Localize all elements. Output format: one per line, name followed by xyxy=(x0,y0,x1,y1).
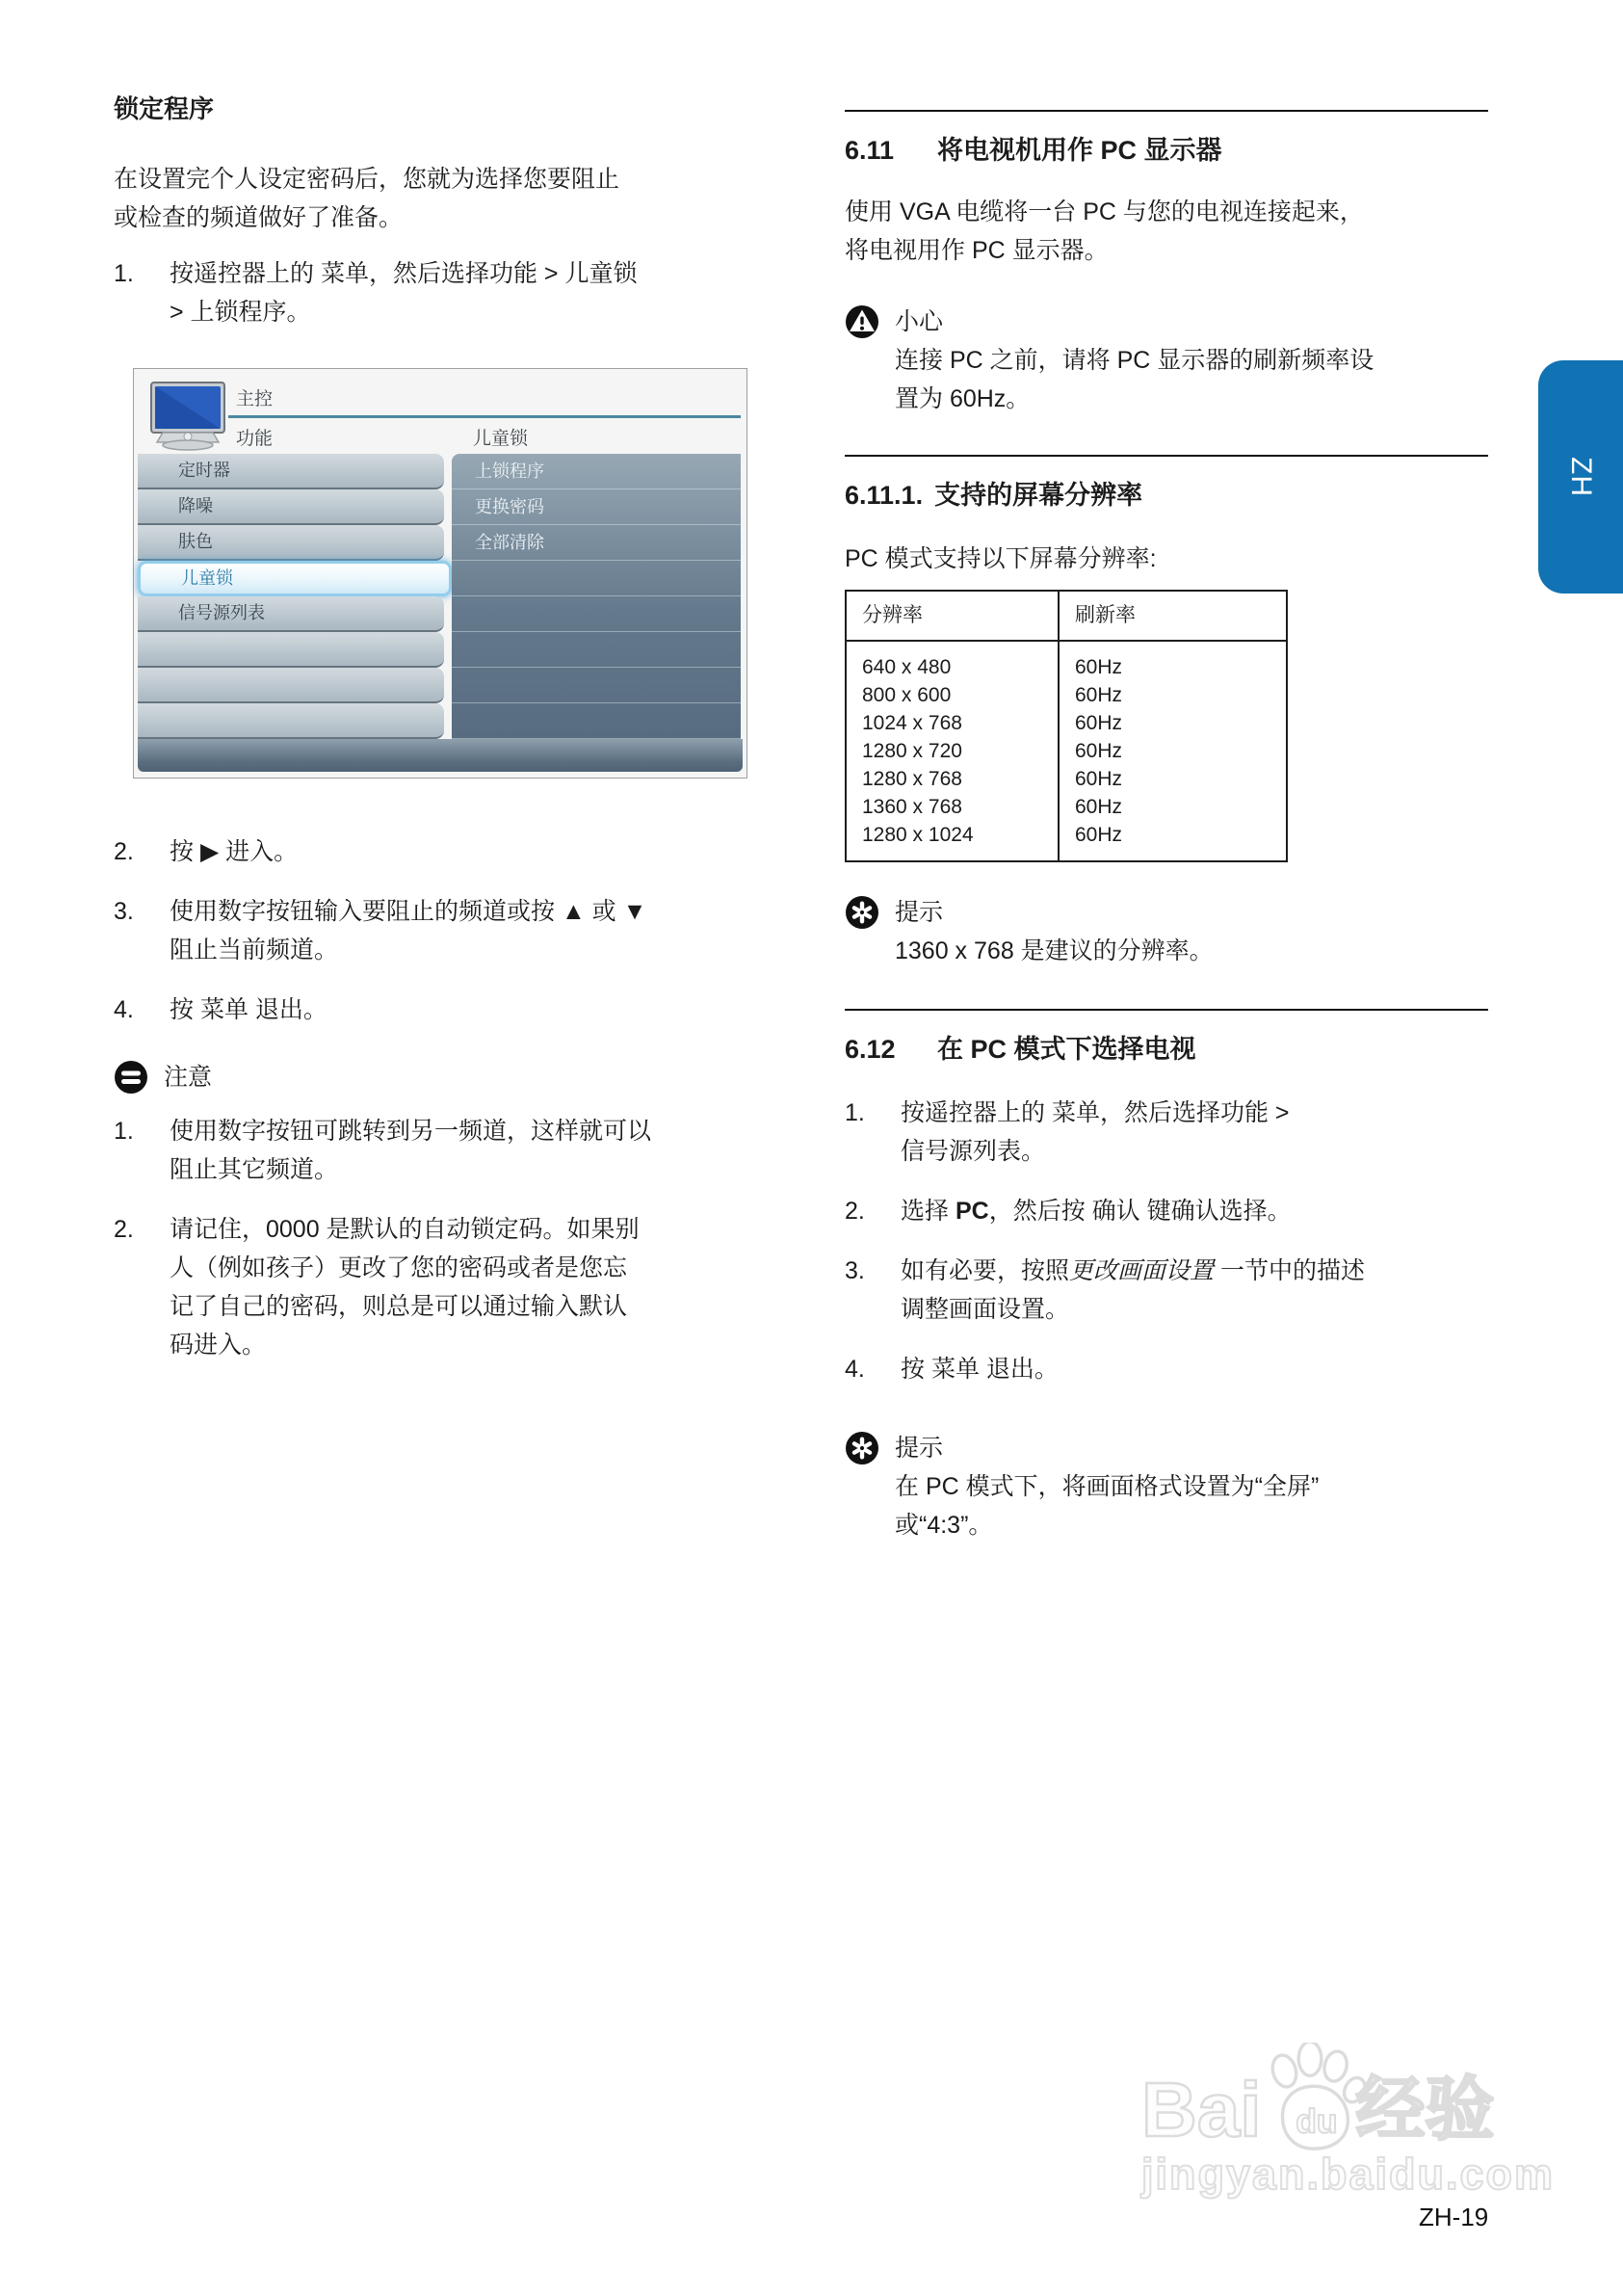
refresh-value: 60Hz xyxy=(1075,796,1123,818)
left-column xyxy=(114,92,788,1386)
tv-footer-bar xyxy=(138,739,743,772)
tip-line: 1360 x 768 是建议的分辨率。 xyxy=(895,937,1214,964)
list-number: 1. xyxy=(114,260,134,287)
list-line: 按 菜单 退出。 xyxy=(170,996,327,1023)
tv-menu-item-empty xyxy=(138,632,444,668)
table-body-row xyxy=(846,641,1287,861)
steps-list xyxy=(845,1094,1488,1388)
list-number: 1. xyxy=(114,1118,134,1145)
resolution-cell xyxy=(846,641,1059,861)
list-line-bold: PC xyxy=(955,1198,989,1225)
intro-line: 在设置完个人设定密码后，您就为选择您要阻止 xyxy=(114,166,620,193)
tv-menu-item: 降噪 xyxy=(138,489,444,525)
refresh-value: 60Hz xyxy=(1075,684,1123,706)
intro-paragraph xyxy=(114,160,788,237)
page-number: ZH-19 xyxy=(1419,2203,1489,2231)
list-number: 4. xyxy=(114,996,134,1023)
resolution-value: 640 x 480 xyxy=(862,656,952,678)
refresh-cell xyxy=(1059,641,1287,861)
watermark-du: du xyxy=(1295,2101,1338,2141)
refresh-value: 60Hz xyxy=(1075,712,1123,734)
tv-menu-divider xyxy=(228,415,741,418)
section-title: 在 PC 模式下选择电视 xyxy=(937,1035,1196,1064)
section-title: 支持的屏幕分辨率 xyxy=(934,481,1143,510)
table-header-refresh: 刷新率 xyxy=(1059,591,1287,641)
note-list-item xyxy=(114,1210,788,1364)
refresh-value: 60Hz xyxy=(1075,740,1123,762)
tv-menu-item-empty xyxy=(138,668,444,703)
tv-menu-item-empty xyxy=(138,703,444,739)
caution-title: 小心 xyxy=(895,308,944,335)
section-number: 6.11 xyxy=(845,136,895,165)
paw-icon xyxy=(1256,2043,1370,2156)
section-number: 6.11.1. xyxy=(845,481,924,510)
right-column xyxy=(845,92,1488,1544)
watermark-url: jingyan.baidu.com xyxy=(1141,2150,1556,2199)
section-number: 6.12 xyxy=(845,1035,896,1064)
paragraph-line: 将电视用作 PC 显示器。 xyxy=(845,237,1109,264)
note-icon xyxy=(114,1060,148,1095)
note-line: 请记住，0000 是默认的自动锁定码。如果别 xyxy=(170,1216,640,1243)
list-line-text: 选择 xyxy=(901,1198,955,1225)
tv-submenu-item-empty xyxy=(452,632,741,668)
section-title: 将电视机用作 PC 显示器 xyxy=(937,136,1222,165)
list-line-text: ，然后按 确认 键确认选择。 xyxy=(988,1198,1292,1225)
resolution-value: 1360 x 768 xyxy=(862,796,962,818)
tv-menu-item: 信号源列表 xyxy=(138,596,444,632)
tip-callout xyxy=(845,1429,1488,1544)
section-rule xyxy=(845,110,1488,112)
list-line: 按遥控器上的 菜单，然后选择功能 > xyxy=(901,1099,1290,1126)
resolution-value: 1280 x 720 xyxy=(862,740,962,762)
list-line: 调整画面设置。 xyxy=(901,1296,1070,1323)
resolution-value: 1024 x 768 xyxy=(862,712,962,734)
tv-submenu-item: 更换密码 xyxy=(452,489,741,525)
note-line: 码进入。 xyxy=(170,1332,267,1359)
language-tab xyxy=(1538,360,1623,594)
tv-submenu-item-empty xyxy=(452,703,741,739)
list-item xyxy=(114,254,788,331)
language-tab-label: ZH xyxy=(1565,457,1597,497)
list-line: 信号源列表。 xyxy=(901,1138,1046,1165)
note-callout xyxy=(114,1058,788,1364)
cross-reference: 更改画面设置 xyxy=(1069,1257,1215,1284)
tip-title: 提示 xyxy=(895,899,944,926)
note-line: 阻止其它频道。 xyxy=(170,1156,339,1183)
refresh-value: 60Hz xyxy=(1075,768,1123,790)
list-item xyxy=(114,990,788,1029)
table-header-resolution: 分辨率 xyxy=(846,591,1059,641)
list-line: 按 ▶ 进入。 xyxy=(170,838,299,865)
tv-submenu-item-empty xyxy=(452,561,741,596)
tv-menu-item-selected: 儿童锁 xyxy=(138,561,452,596)
note-title: 注意 xyxy=(164,1064,213,1091)
watermark-brand-latin: Bai xyxy=(1141,2067,1262,2152)
list-number: 2. xyxy=(845,1198,865,1225)
tv-menu-right-panel xyxy=(452,454,741,739)
section-rule xyxy=(845,455,1488,457)
tip-line: 在 PC 模式下，将画面格式设置为“全屏” xyxy=(895,1473,1320,1500)
baidu-watermark xyxy=(1141,2043,1555,2199)
resolution-table xyxy=(845,590,1288,862)
warning-icon xyxy=(845,304,879,339)
tv-menu-item: 肤色 xyxy=(138,525,444,561)
list-number: 3. xyxy=(845,1257,865,1284)
note-list-item xyxy=(114,1112,788,1189)
list-number: 2. xyxy=(114,1216,134,1243)
tv-submenu-item: 上锁程序 xyxy=(452,454,741,489)
paragraph-line: 使用 VGA 电缆将一台 PC 与您的电视连接起来， xyxy=(845,198,1364,225)
list-line xyxy=(901,1252,1488,1290)
tv-menu-screenshot xyxy=(133,368,747,779)
tv-submenu-item-empty xyxy=(452,596,741,632)
list-line: 阻止当前频道。 xyxy=(170,937,339,963)
tv-submenu-item-empty xyxy=(452,668,741,703)
list-line-text: 如有必要，按照 xyxy=(901,1257,1070,1284)
note-line: 人（例如孩子）更改了您的密码或者是您忘 xyxy=(170,1254,628,1281)
caution-callout xyxy=(845,303,1488,418)
caution-line: 置为 60Hz。 xyxy=(895,385,1031,412)
list-item xyxy=(845,1094,1488,1171)
resolution-value: 800 x 600 xyxy=(862,684,952,706)
list-item xyxy=(845,1192,1488,1230)
list-line-text: 一节中的描述 xyxy=(1214,1257,1365,1284)
note-line: 使用数字按钮可跳转到另一频道，这样就可以 xyxy=(170,1118,652,1145)
section-rule xyxy=(845,1009,1488,1011)
tv-submenu-item: 全部清除 xyxy=(452,525,741,561)
section-heading-6-11 xyxy=(845,131,1488,170)
tv-tab-childlock: 儿童锁 xyxy=(473,429,529,449)
tv-tab-function: 功能 xyxy=(236,429,274,449)
resolution-value: 1280 x 1024 xyxy=(862,824,974,846)
tip-icon xyxy=(845,1431,879,1465)
tip-line: 或“4:3”。 xyxy=(895,1512,993,1539)
tv-icon xyxy=(149,381,230,452)
section-heading-6-12 xyxy=(845,1030,1488,1069)
refresh-value: 60Hz xyxy=(1075,656,1123,678)
note-line: 记了自己的密码，则总是可以通过输入默认 xyxy=(170,1293,628,1320)
list-number: 1. xyxy=(845,1099,865,1126)
tv-menu-item: 定时器 xyxy=(138,454,444,489)
tip-icon xyxy=(845,895,879,930)
refresh-value: 60Hz xyxy=(1075,824,1123,846)
list-item xyxy=(845,1350,1488,1388)
list-number: 4. xyxy=(845,1356,865,1383)
tv-menu-left-panel xyxy=(138,454,444,739)
steps-list xyxy=(114,832,788,1029)
paragraph-line: PC 模式支持以下屏幕分辨率: xyxy=(845,545,1157,572)
list-item xyxy=(845,1252,1488,1329)
intro-line: 或检查的频道做好了准备。 xyxy=(114,204,404,231)
subheading-lock-program: 锁定程序 xyxy=(114,94,215,123)
list-item xyxy=(114,892,788,969)
list-line: 使用数字按钮输入要阻止的频道或按 ▲ 或 ▼ xyxy=(170,898,647,925)
tv-menu-title: 主控 xyxy=(236,389,274,409)
list-line: 按遥控器上的 菜单，然后选择功能 > 儿童锁 xyxy=(170,260,638,287)
caution-line: 连接 PC 之前，请将 PC 显示器的刷新频率设 xyxy=(895,347,1374,374)
list-line: > 上锁程序。 xyxy=(170,299,311,326)
tip-title: 提示 xyxy=(895,1435,944,1462)
list-item xyxy=(114,832,788,871)
list-line xyxy=(901,1192,1488,1230)
section-paragraph xyxy=(845,193,1488,270)
section-heading-6-11-1 xyxy=(845,476,1488,515)
list-line: 按 菜单 退出。 xyxy=(901,1356,1059,1383)
list-number: 3. xyxy=(114,898,134,925)
resolution-value: 1280 x 768 xyxy=(862,768,962,790)
list-number: 2. xyxy=(114,838,134,865)
tip-callout xyxy=(845,893,1488,970)
watermark-brand-cn: 经验 xyxy=(1355,2072,1495,2149)
